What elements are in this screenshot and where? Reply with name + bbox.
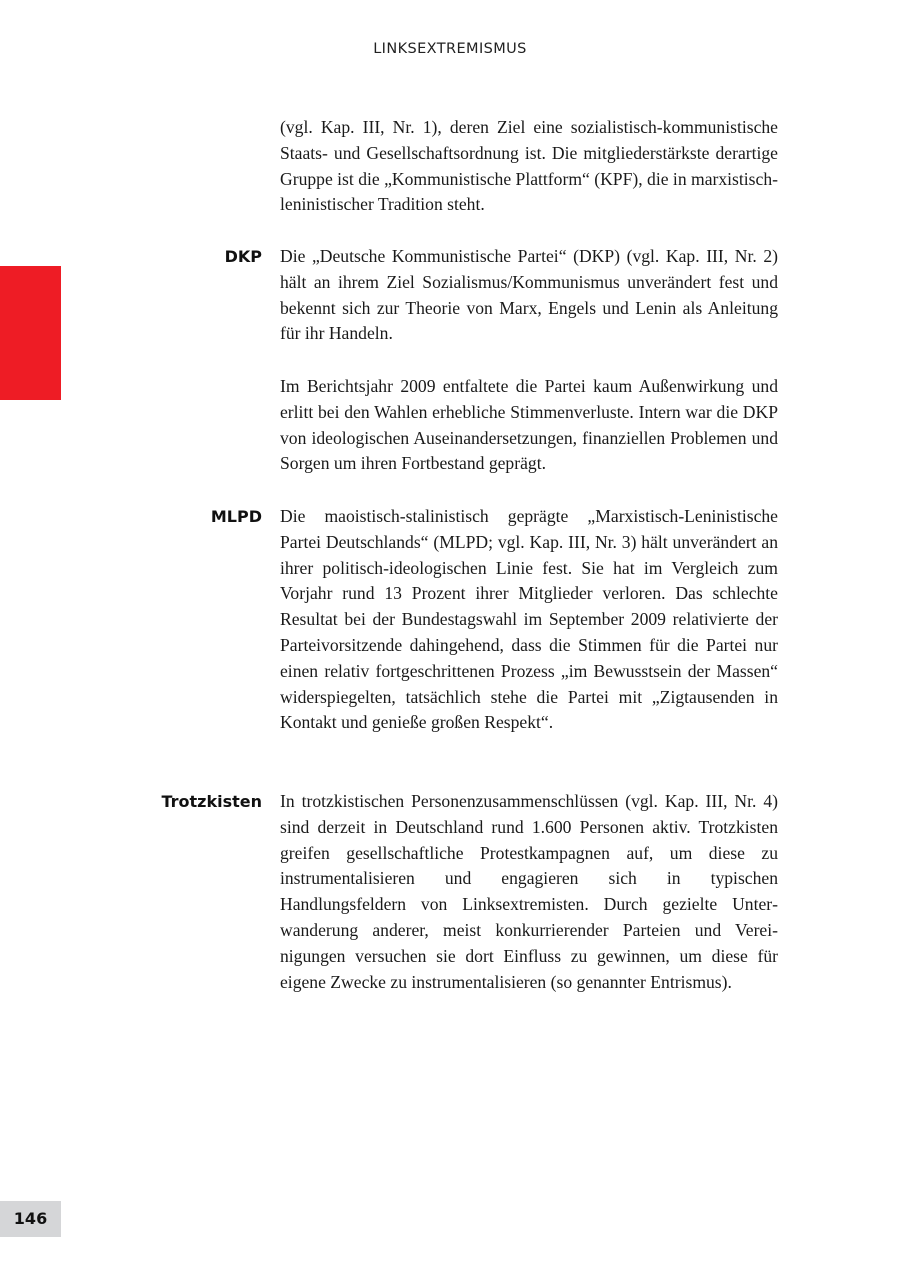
- running-header: LINKSEXTREMISMUS: [373, 41, 527, 57]
- margin-label-mlpd: MLPD: [210, 507, 262, 526]
- page-number: 146: [13, 1209, 48, 1228]
- chapter-tab-marker: [0, 266, 61, 400]
- paragraph-dkp-1: Die „Deutsche Kommunistische Partei“ (DKP) (vgl. Kap. III, Nr. 2) hält an ihrem Ziel Sozialismus/Kommunismus unverändert fest und bekennt sich zur Theorie von Marx, Engels und Lenin als Anleitung für ihr Handeln.: [280, 246, 778, 344]
- paragraph-continuation: (vgl. Kap. III, Nr. 1), deren Ziel eine sozialistisch-kommunistische Staats- und Gesellschaftsordnung ist. Die mitgliederstärkste derartige Gruppe ist die „Kommunistische Plattform“ (KPF), die in marxistisch-leninistischer Tradition steht.: [280, 117, 778, 215]
- margin-label-dkp: DKP: [224, 247, 262, 266]
- paragraph-trotzkisten: In trotzkistischen Personenzusammenschlüssen (vgl. Kap. III, Nr. 4) sind derzeit in Deutschland rund 1.600 Personen aktiv. Trotzkisten greifen gesellschaftliche Protestkampagnen auf, um diese zu instrumentalisieren und engagieren sich in typischen Handlungsfeldern von Linksextremisten. Durch gezielte Unterwanderung anderer, meist konkurrierender Parteien und Vereinigungen versuchen sie dort Einfluss zu gewinnen, um diese für eigene Zwecke zu instrumentalisieren (so genannter Entrismus).: [280, 791, 778, 992]
- margin-label-trotzkisten: Trotzkisten: [161, 792, 262, 811]
- paragraph-dkp-2: Im Berichtsjahr 2009 entfaltete die Partei kaum Außenwirkung und erlitt bei den Wahlen erhebliche Stimmenverluste. Intern war die DKP von ideologischen Auseinandersetzungen, finanziellen Problemen und Sorgen um ihren Fortbestand geprägt.: [280, 376, 778, 474]
- paragraph-mlpd: Die maoistisch-stalinistisch geprägte „Marxistisch-Leninistische Partei Deutschlands“ (MLPD; vgl. Kap. III, Nr. 3) hält unverändert an ihrer politisch-ideologischen Linie fest. Sie hat im Vergleich zum Vorjahr rund 13 Prozent ihrer Mitglieder verloren. Das schlechte Resultat bei der Bundestagswahl im September 2009 relativierte der Parteivorsitzende dahingehend, dass die Stimmen für die Partei nur einen relativ fortgeschrittenen Prozess „im Bewusstsein der Massen“ widerspiegelten, tatsächlich stehe die Partei mit „Zigtausenden in Kontakt und genieße großen Respekt“.: [280, 506, 778, 733]
